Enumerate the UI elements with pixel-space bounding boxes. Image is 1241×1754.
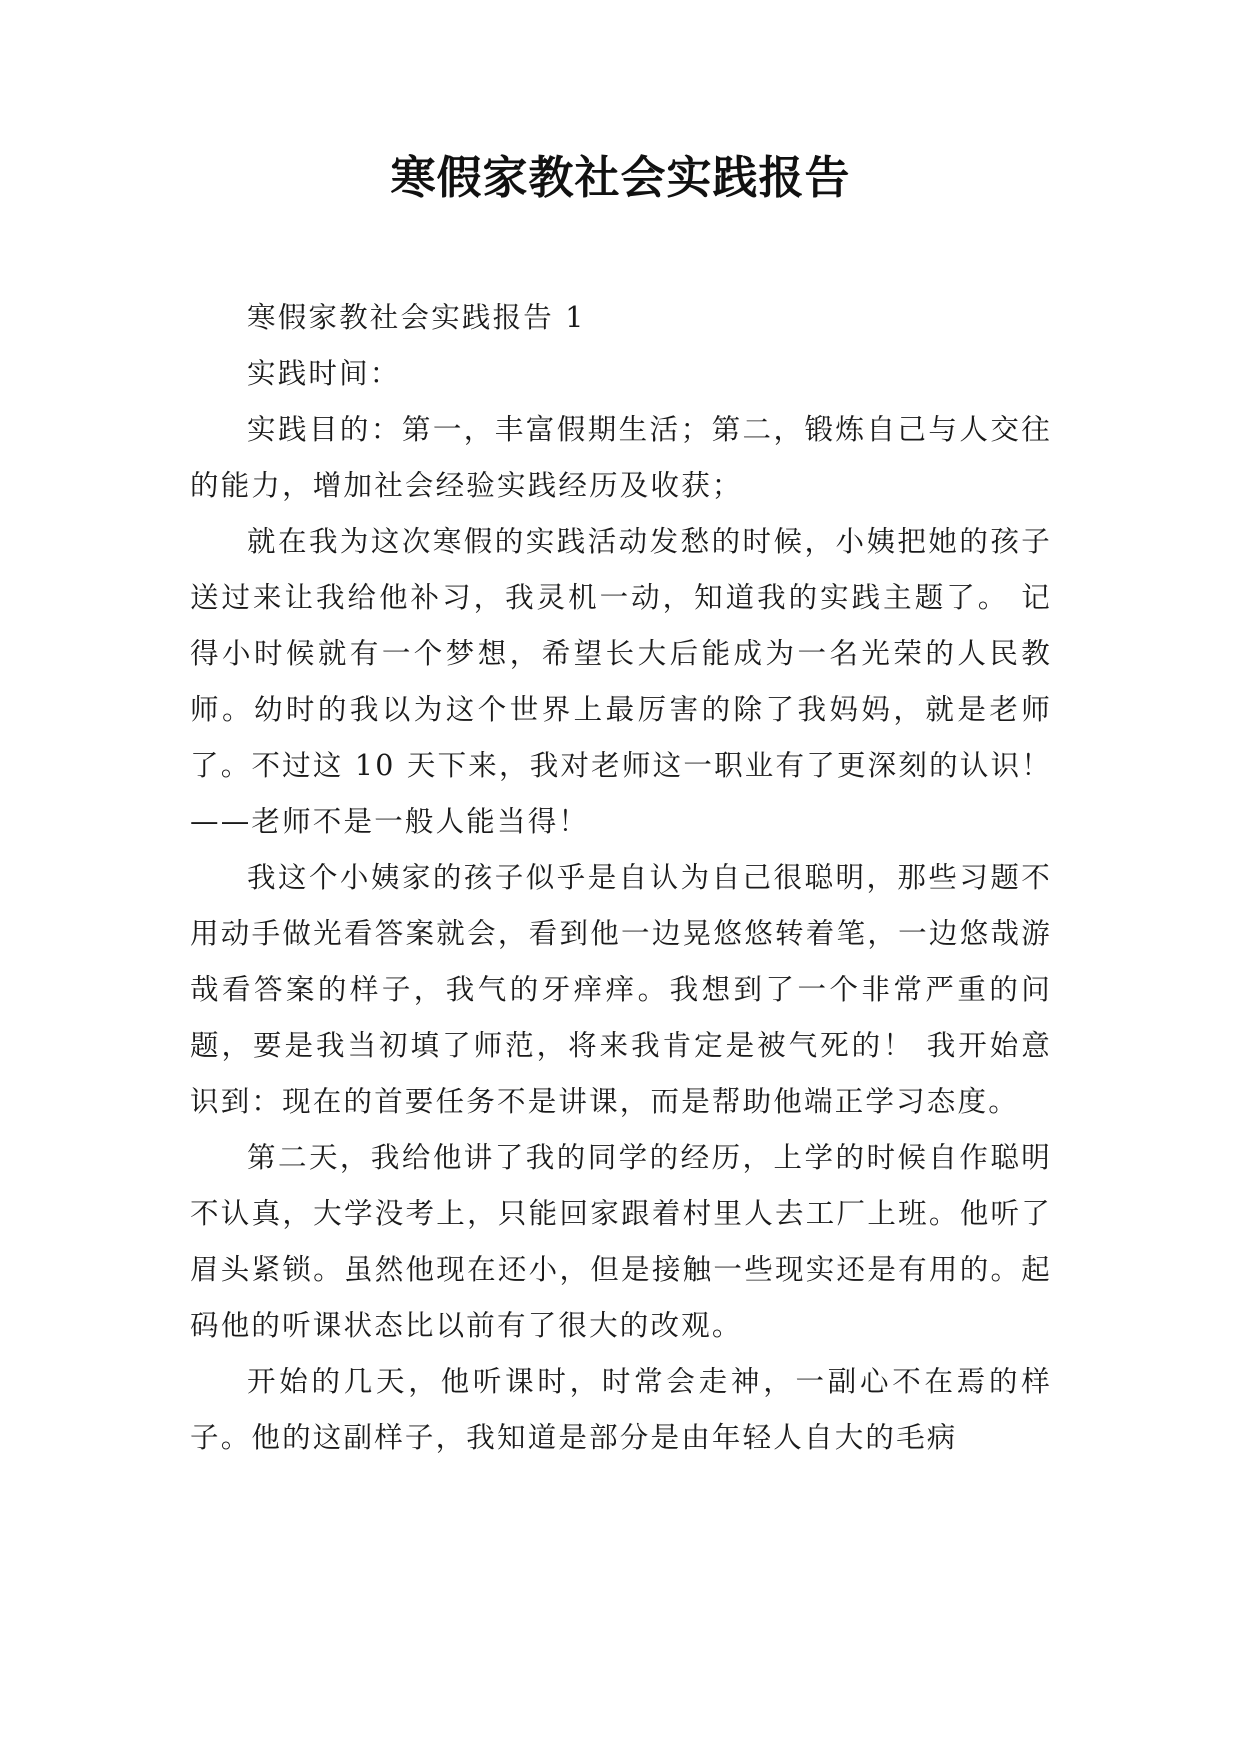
- document-body: [190, 290, 1052, 1466]
- paragraph-subtitle: 寒假家教社会实践报告 1: [247, 301, 586, 334]
- document-title: 寒假家教社会实践报告: [390, 151, 851, 204]
- paragraph-body: 第二天，我给他讲了我的同学的经历，上学的时候自作聪明不认真，大学没考上，只能回家跟着村里人去工厂上班。他听了眉头紧锁。虽然他现在还小，但是接触一些现实还是有用的。起码他的听课状态比以前有了很大的改观。: [190, 1141, 1052, 1342]
- paragraph-practice-purpose: 实践目的：第一，丰富假期生活；第二，锻炼自己与人交往的能力，增加社会经验实践经历及收获；: [190, 413, 1052, 502]
- paragraph-body: 就在我为这次寒假的实践活动发愁的时候，小姨把她的孩子送过来让我给他补习，我灵机一动，知道我的实践主题了。 记得小时候就有一个梦想，希望长大后能成为一名光荣的人民教师。幼时的我以为这个世界上最厉害的除了我妈妈，就是老师了。不过这 10 天下来，我对老师这一职业有了更深刻的认识！——老师不是一般人能当得！: [190, 525, 1052, 838]
- paragraph-body: 我这个小姨家的孩子似乎是自认为自己很聪明，那些习题不用动手做光看答案就会，看到他一边晃悠悠转着笔，一边悠哉游哉看答案的样子，我气的牙痒痒。我想到了一个非常严重的问题，要是我当初填了师范，将来我肯定是被气死的！ 我开始意识到：现在的首要任务不是讲课，而是帮助他端正学习态度。: [190, 861, 1052, 1118]
- paragraph-body: 开始的几天，他听课时，时常会走神，一副心不在焉的样子。他的这副样子，我知道是部分是由年轻人自大的毛病: [190, 1365, 1052, 1454]
- paragraph-practice-time: 实践时间：: [247, 357, 401, 390]
